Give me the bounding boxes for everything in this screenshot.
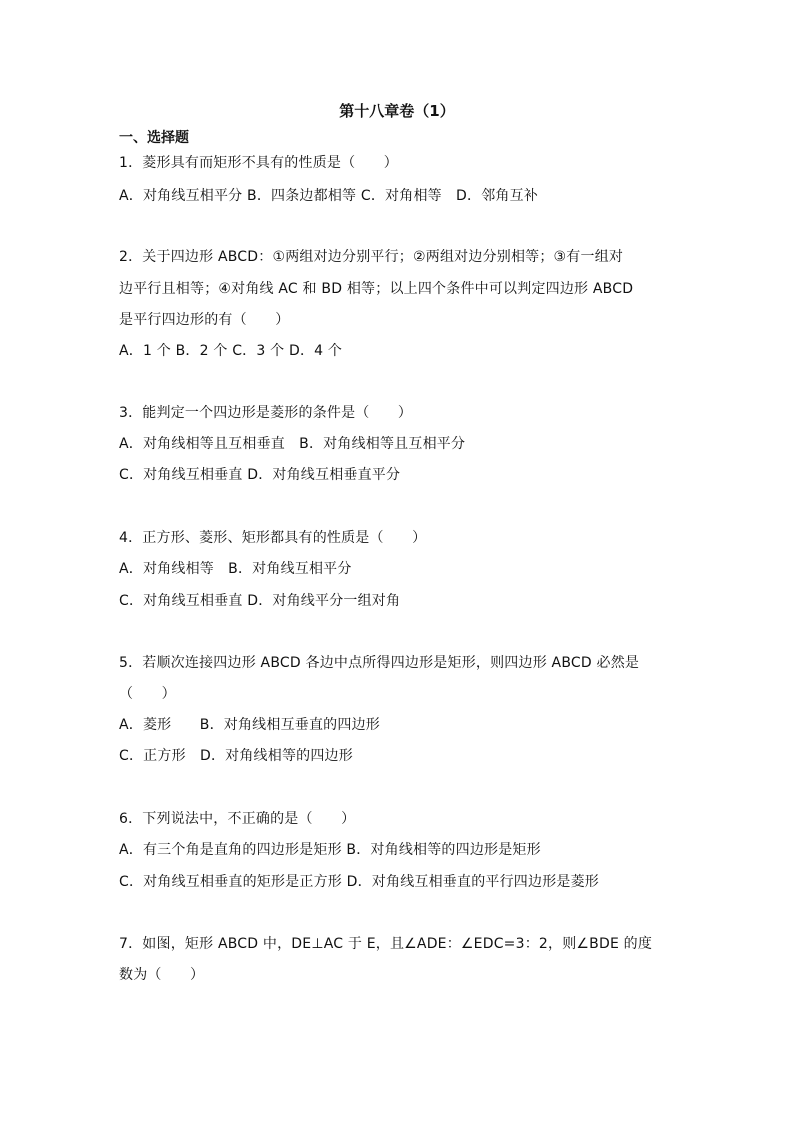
question-6-options-cd: C．对角线互相垂直的矩形是正方形 D．对角线互相垂直的平行四边形是菱形 — [119, 874, 600, 890]
question-3-stem: 3．能判定一个四边形是菱形的条件是（ ） — [119, 405, 413, 421]
question-6-options-ab: A．有三个角是直角的四边形是矩形 B．对角线相等的四边形是矩形 — [119, 842, 541, 858]
section-heading: 一、选择题 — [119, 130, 189, 146]
question-2-options: A．1 个 B．2 个 C．3 个 D．4 个 — [119, 343, 343, 359]
question-4-options-cd: C．对角线互相垂直 D．对角线平分一组对角 — [119, 593, 401, 609]
question-6-stem: 6．下列说法中，不正确的是（ ） — [119, 811, 356, 827]
question-2-stem-line-3: 是平行四边形的有（ ） — [119, 312, 290, 328]
question-4-options-ab: A．对角线相等 B．对角线互相平分 — [119, 561, 352, 577]
question-1-options: A．对角线互相平分 B．四条边都相等 C．对角相等 D．邻角互补 — [119, 188, 539, 204]
question-7-stem-line-2: 数为（ ） — [119, 967, 205, 983]
question-5-stem-line-2: （ ） — [119, 686, 176, 702]
question-1-stem: 1．菱形具有而矩形不具有的性质是（ ） — [119, 155, 398, 171]
question-7-stem-line-1: 7．如图，矩形 ABCD 中，DE⊥AC 于 E，且∠ADE：∠EDC=3：2，则∠BDE 的度 — [119, 936, 653, 952]
page-title: 第十八章卷（1） — [339, 102, 455, 120]
question-5-options-ab: A．菱形 B．对角线相互垂直的四边形 — [119, 717, 380, 733]
question-2-stem-line-1: 2．关于四边形 ABCD：①两组对边分别平行；②两组对边分别相等；③有一组对 — [119, 249, 624, 265]
question-5-stem-line-1: 5．若顺次连接四边形 ABCD 各边中点所得四边形是矩形，则四边形 ABCD 必然是 — [119, 655, 640, 671]
question-2-stem-line-2: 边平行且相等；④对角线 AC 和 BD 相等；以上四个条件中可以判定四边形 ABCD — [119, 281, 634, 297]
question-3-options-cd: C．对角线互相垂直 D．对角线互相垂直平分 — [119, 467, 401, 483]
question-3-options-ab: A．对角线相等且互相垂直 B．对角线相等且互相平分 — [119, 436, 466, 452]
question-4-stem: 4．正方形、菱形、矩形都具有的性质是（ ） — [119, 530, 427, 546]
question-5-options-cd: C．正方形 D．对角线相等的四边形 — [119, 748, 353, 764]
